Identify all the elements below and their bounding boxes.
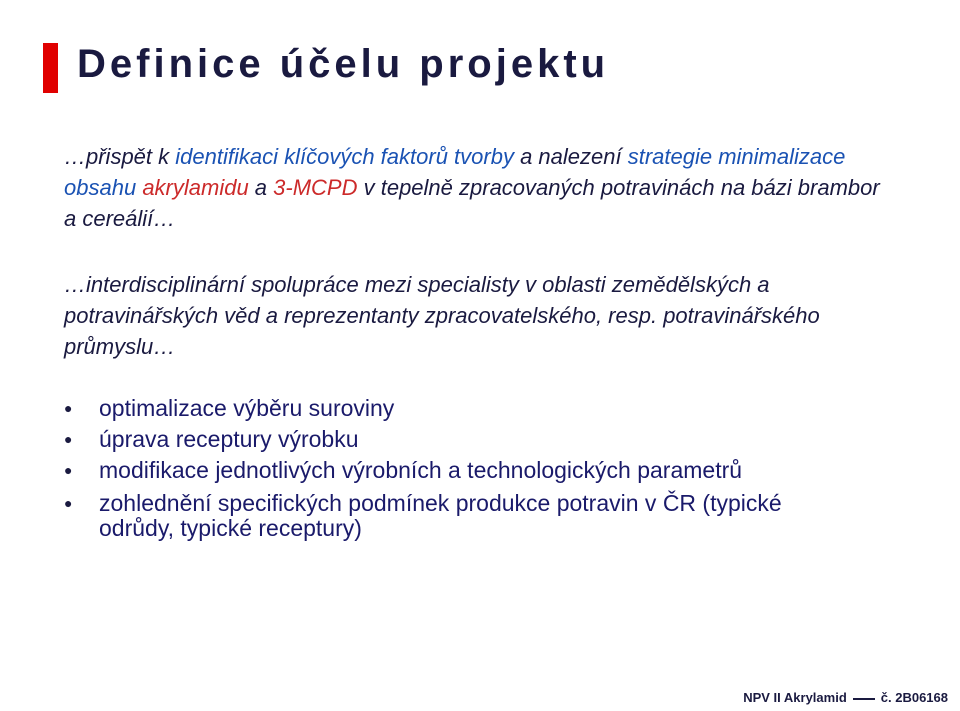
footer-project-number: č. 2B06168 bbox=[880, 690, 948, 705]
footer bbox=[743, 690, 948, 705]
cooperation-paragraph: …interdisciplinární spolupráce mezi specialisty v oblasti zemědělských a potravinářských věd a reprezentanty zpracovatelského, resp. potravinářského průmyslu… bbox=[64, 272, 820, 359]
footer-project-label: NPV II Akrylamid bbox=[743, 690, 847, 705]
bullet-item bbox=[64, 458, 844, 483]
bullet-text: úprava receptury výrobku bbox=[99, 426, 359, 452]
purpose-text-2: a nalezení bbox=[513, 144, 628, 169]
purpose-highlight-factors: identifikaci klíčových faktorů tvorby bbox=[175, 144, 514, 169]
bullet-list bbox=[64, 396, 844, 541]
purpose-text-4: a bbox=[248, 175, 274, 200]
bullet-item bbox=[64, 396, 844, 421]
bullet-item bbox=[64, 427, 844, 452]
title-accent-bar bbox=[43, 43, 58, 93]
bullet-icon: ● bbox=[64, 462, 73, 478]
footer-separator bbox=[853, 698, 875, 700]
purpose-highlight-strategy: strategie minimalizace obsahu bbox=[64, 144, 846, 200]
bullet-text: optimalizace výběru suroviny bbox=[99, 395, 395, 421]
bullet-item bbox=[64, 491, 844, 541]
purpose-highlight-acrylamide: akrylamidu bbox=[142, 175, 249, 200]
purpose-text-5: v tepelně zpracovaných potravinách na bázi brambor a cereálií… bbox=[64, 175, 880, 231]
bullet-icon: ● bbox=[64, 400, 73, 416]
purpose-paragraph bbox=[64, 141, 884, 234]
purpose-text-1: …přispět k bbox=[64, 144, 176, 169]
bullet-icon: ● bbox=[64, 431, 73, 447]
bullet-icon: ● bbox=[64, 495, 73, 511]
slide-title: Definice účelu projektu bbox=[77, 42, 610, 86]
purpose-highlight-mcpd: 3-MCPD bbox=[273, 175, 358, 200]
bullet-text: modifikace jednotlivých výrobních a technologických parametrů bbox=[99, 457, 743, 483]
bullet-text: zohlednění specifických podmínek produkce potravin v ČR (typické odrůdy, typické receptury) bbox=[99, 490, 782, 541]
